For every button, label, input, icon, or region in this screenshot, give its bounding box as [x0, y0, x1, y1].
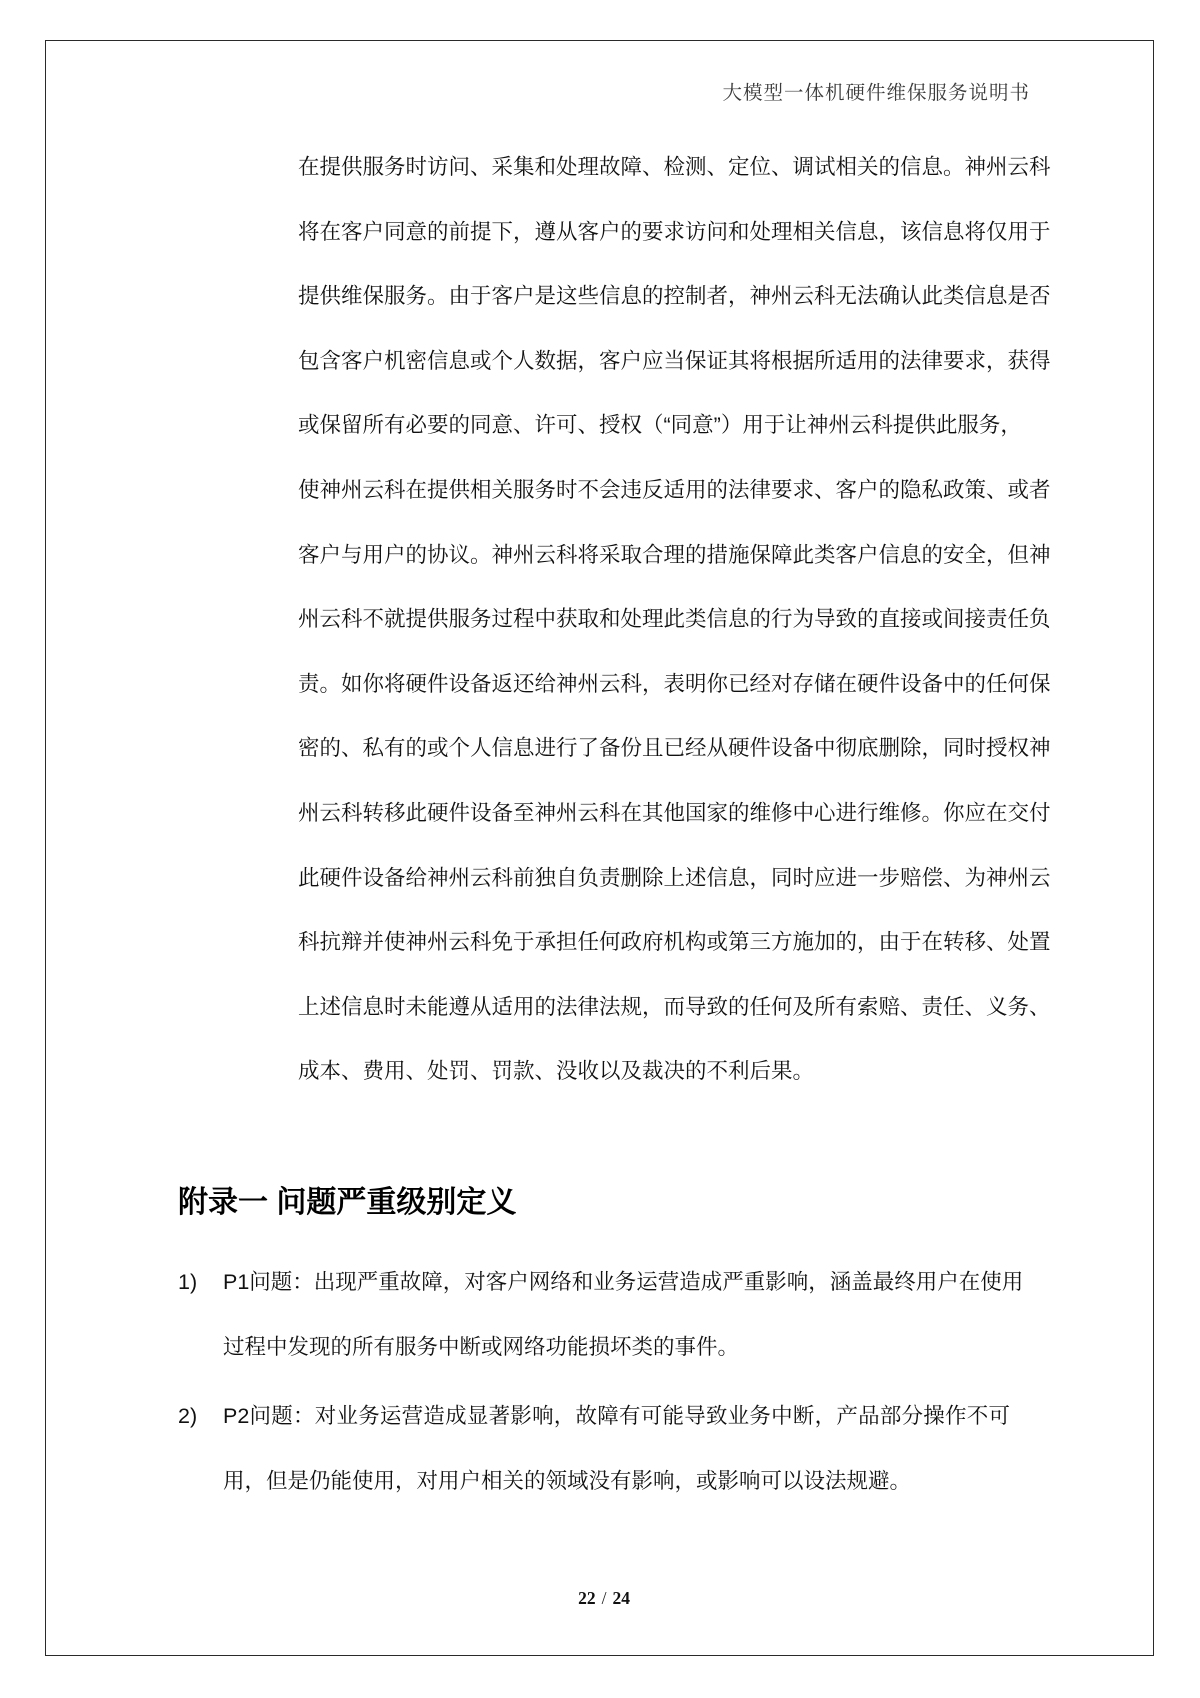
- paragraph-line: 成本、费用、处罚、罚款、没收以及裁决的不利后果。: [298, 1059, 815, 1084]
- paragraph-line: 密的、私有的或个人信息进行了备份且已经从硬件设备中彻底删除，同时授权神: [298, 736, 1051, 761]
- page-number-separator: /: [601, 1588, 607, 1608]
- paragraph-line: 将在客户同意的前提下，遵从客户的要求访问和处理相关信息，该信息将仅用于: [298, 219, 1051, 244]
- list-item-p2: [178, 1384, 1010, 1514]
- list-item-marker: 2): [178, 1404, 198, 1428]
- list-item-line: P2问题：对业务运营造成显著影响，故障有可能导致业务中断，产品部分操作不可: [223, 1404, 1010, 1428]
- paragraph-line: 此硬件设备给神州云科前独自负责删除上述信息，同时应进一步赔偿、为神州云: [298, 865, 1051, 890]
- paragraph-line: 在提供服务时访问、采集和处理故障、检测、定位、调试相关的信息。神州云科: [298, 155, 1051, 179]
- current-page-number: 22: [578, 1588, 596, 1608]
- paragraph-line: 客户与用户的协议。神州云科将采取合理的措施保障此类客户信息的安全，但神: [298, 542, 1051, 567]
- total-page-number: 24: [612, 1588, 630, 1608]
- paragraph-line: 州云科转移此硬件设备至神州云科在其他国家的维修中心进行维修。你应在交付: [298, 800, 1051, 825]
- main-paragraph: [298, 135, 1051, 1104]
- paragraph-line: 科抗辩并使神州云科免于承担任何政府机构或第三方施加的，由于在转移、处置: [298, 930, 1051, 955]
- list-item-line: 过程中发现的所有服务中断或网络功能损坏类的事件。: [223, 1335, 740, 1359]
- paragraph-line: 责。如你将硬件设备返还给神州云科，表明你已经对存储在硬件设备中的任何保: [298, 671, 1051, 696]
- appendix-heading: 附录一 问题严重级别定义: [178, 1186, 517, 1219]
- list-item-line: 用，但是仍能使用，对用户相关的领域没有影响，或影响可以设法规避。: [223, 1469, 912, 1493]
- paragraph-line: 包含客户机密信息或个人数据，客户应当保证其将根据所适用的法律要求，获得: [298, 348, 1051, 373]
- paragraph-line: 州云科不就提供服务过程中获取和处理此类信息的行为导致的直接或间接责任负: [298, 607, 1051, 632]
- list-item-p1: [178, 1250, 1024, 1380]
- severity-definition-list: [178, 1250, 1024, 1518]
- paragraph-line: 或保留所有必要的同意、许可、授权（“同意”）用于让神州云科提供此服务，: [298, 413, 1022, 438]
- paragraph-line: 上述信息时未能遵从适用的法律法规，而导致的任何及所有索赔、责任、义务、: [298, 994, 1051, 1019]
- paragraph-line: 使神州云科在提供相关服务时不会违反适用的法律要求、客户的隐私政策、或者: [298, 477, 1051, 502]
- list-item-line: P1问题：出现严重故障，对客户网络和业务运营造成严重影响，涵盖最终用户在使用: [223, 1270, 1024, 1294]
- paragraph-line: 提供维保服务。由于客户是这些信息的控制者，神州云科无法确认此类信息是否: [298, 284, 1051, 309]
- document-header-title: 大模型一体机硬件维保服务说明书: [722, 83, 1030, 104]
- page-footer: [178, 1586, 1030, 1610]
- list-item-marker: 1): [178, 1270, 198, 1294]
